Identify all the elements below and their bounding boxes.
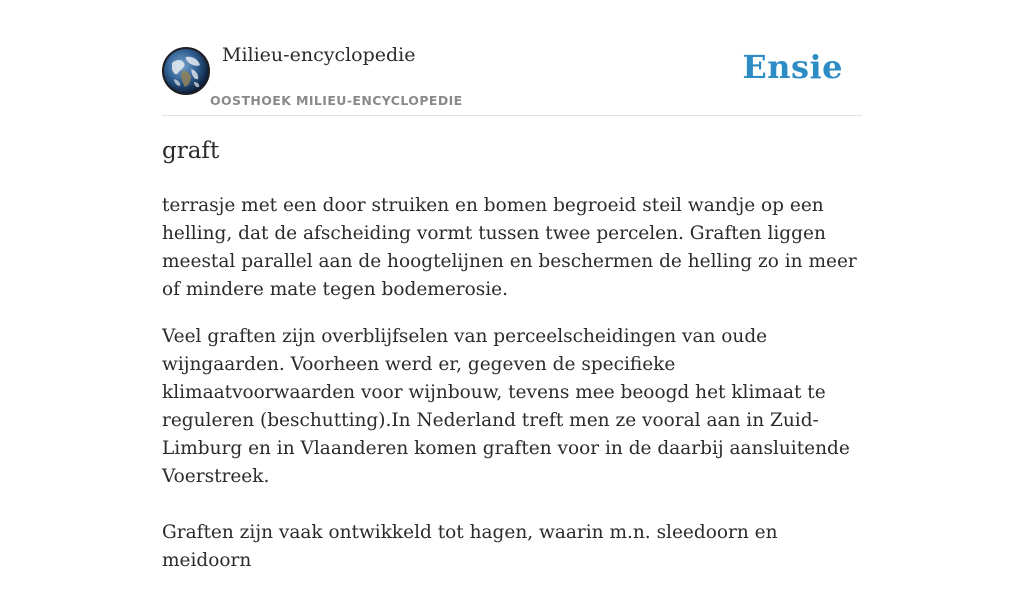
article-paragraph: terrasje met een door struiken en bomen begroeid steil wandje op een helling, dat de afscheiding vormt tussen twee percelen. Graften liggen meestal parallel aan de hoogtelijnen en beschermen de helling zo in meer of mindere mate tegen bodemerosie.: [162, 195, 857, 300]
content-container: [162, 0, 862, 571]
article-body: [162, 192, 867, 594]
article-term-title: graft: [162, 138, 220, 164]
site-title-link[interactable]: Milieu-encyclopedie: [222, 44, 416, 66]
site-header: [162, 0, 862, 116]
article-paragraph: Graften zijn vaak ontwikkeld tot hagen, waarin m.n. sleedoorn en meidoorn: [162, 522, 778, 571]
site-subtitle-link[interactable]: OOSTHOEK MILIEU-ENCYCLOPEDIE: [210, 93, 463, 108]
ensie-logo-link[interactable]: Ensie: [742, 48, 843, 86]
earth-globe-icon[interactable]: [162, 47, 210, 95]
earth-globe-image: [164, 49, 208, 93]
article-paragraph: Veel graften zijn overblijfselen van perceelscheidingen van oude wijngaarden. Voorheen werd er, gegeven de specifieke klimaatvoorwaarden voor wijnbouw, tevens mee beoogd het klimaat te reguleren (beschutting).In Nederland treft men ze vooral aan in Zuid-Limburg en in Vlaanderen komen graften voor in de daarbij aansluitende Voerstreek.: [162, 326, 850, 487]
